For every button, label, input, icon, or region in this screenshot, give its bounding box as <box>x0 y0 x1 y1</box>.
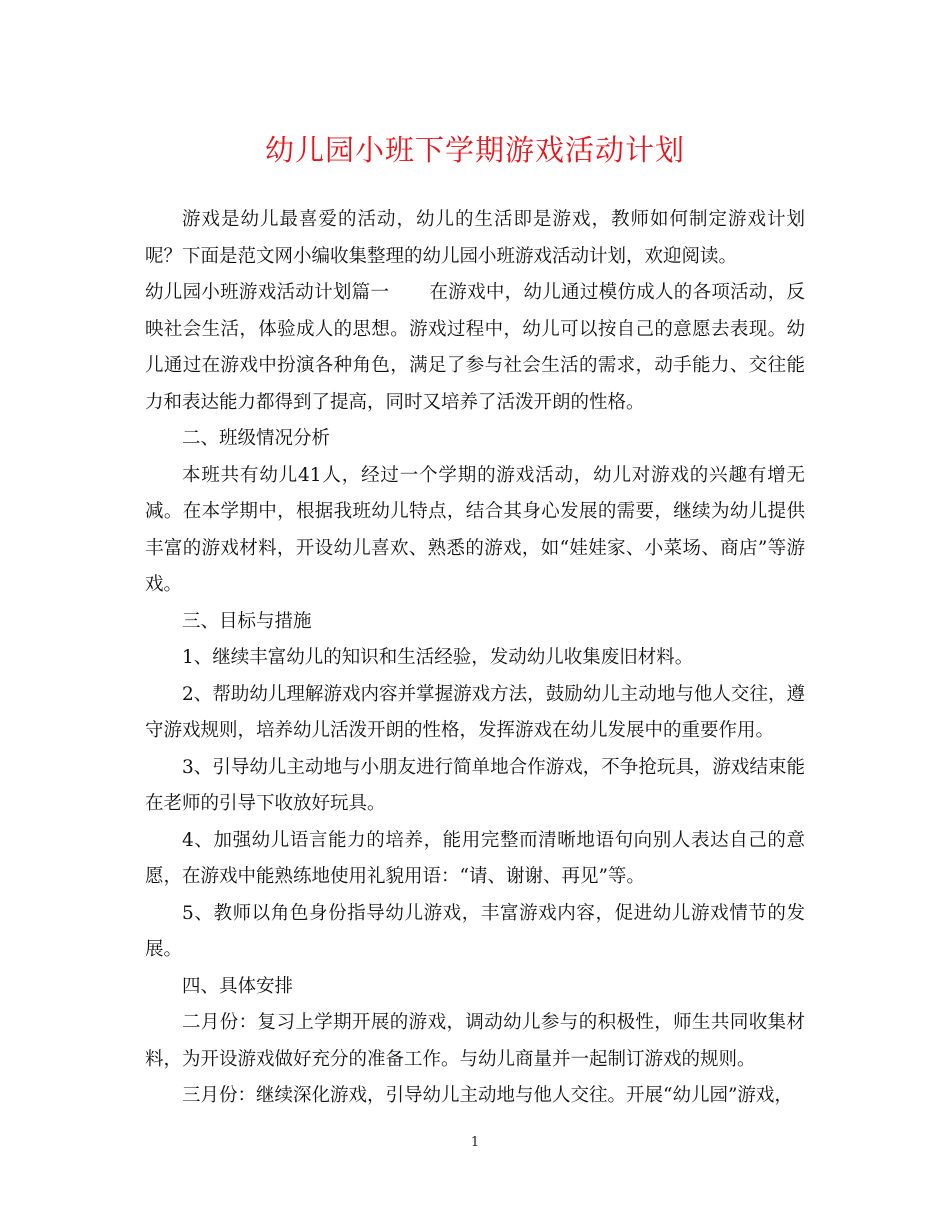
goal-item-3: 3、引导幼儿主动地与小朋友进行简单地合作游戏，不争抢玩具，游戏结束能在老师的引导下收放好玩具。 <box>145 756 805 814</box>
article-heading: 幼儿园小班游戏活动计划篇一 <box>145 282 390 303</box>
february-plan: 二月份：复习上学期开展的游戏，调动幼儿参与的积极性，师生共同收集材料，为开设游戏做好充分的准备工作。与幼儿商量并一起制订游戏的规则。 <box>145 1012 805 1070</box>
goal-item-2: 2、帮助幼儿理解游戏内容并掌握游戏方法，鼓励幼儿主动地与他人交往，遵守游戏规则，培养幼儿活泼开朗的性格，发挥游戏在幼儿发展中的重要作用。 <box>145 683 805 741</box>
goal-item-4: 4、加强幼儿语言能力的培养，能用完整而清晰地语句向别人表达自己的意愿，在游戏中能熟练地使用礼貌用语：“请、谢谢、再见”等。 <box>145 829 805 887</box>
intro-paragraph: 游戏是幼儿最喜爱的活动，幼儿的生活即是游戏，教师如何制定游戏计划呢？下面是范文网小编收集整理的幼儿园小班游戏活动计划，欢迎阅读。 <box>145 209 805 267</box>
march-plan: 三月份：继续深化游戏，引导幼儿主动地与他人交往。开展“幼儿园”游戏， <box>182 1085 793 1106</box>
document-title: 幼儿园小班下学期游戏活动计划 <box>264 133 685 167</box>
section-paragraph <box>145 275 805 421</box>
goal-item-1: 1、继续丰富幼儿的知识和生活经验，发动幼儿收集废旧材料。 <box>182 647 694 668</box>
section-heading-3: 三、目标与措施 <box>182 610 312 632</box>
page-number: 1 <box>470 1135 480 1150</box>
class-analysis-paragraph: 本班共有幼儿41人，经过一个学期的游戏活动，幼儿对游戏的兴趣有增无减。在本学期中，根据我班幼儿特点，结合其身心发展的需要，继续为幼儿提供丰富的游戏材料，开设幼儿喜欢、熟悉的游戏，如“娃娃家、小菜场、商店”等游戏。 <box>145 464 805 595</box>
goal-item-5: 5、教师以角色身份指导幼儿游戏，丰富游戏内容，促进幼儿游戏情节的发展。 <box>145 902 805 960</box>
article-intro-text: 在游戏中，幼儿通过模仿成人的各项活动，反映社会生活，体验成人的思想。游戏过程中，幼儿可以按自己的意愿去表现。幼儿通过在游戏中扮演各种角色，满足了参与社会生活的需求，动手能力、交往能力和表达能力都得到了提高，同时又培养了活泼开朗的性格。 <box>145 282 805 413</box>
section-heading-4: 四、具体安排 <box>182 975 294 997</box>
document-body <box>145 202 805 1115</box>
section-heading-2: 二、班级情况分析 <box>182 428 331 449</box>
